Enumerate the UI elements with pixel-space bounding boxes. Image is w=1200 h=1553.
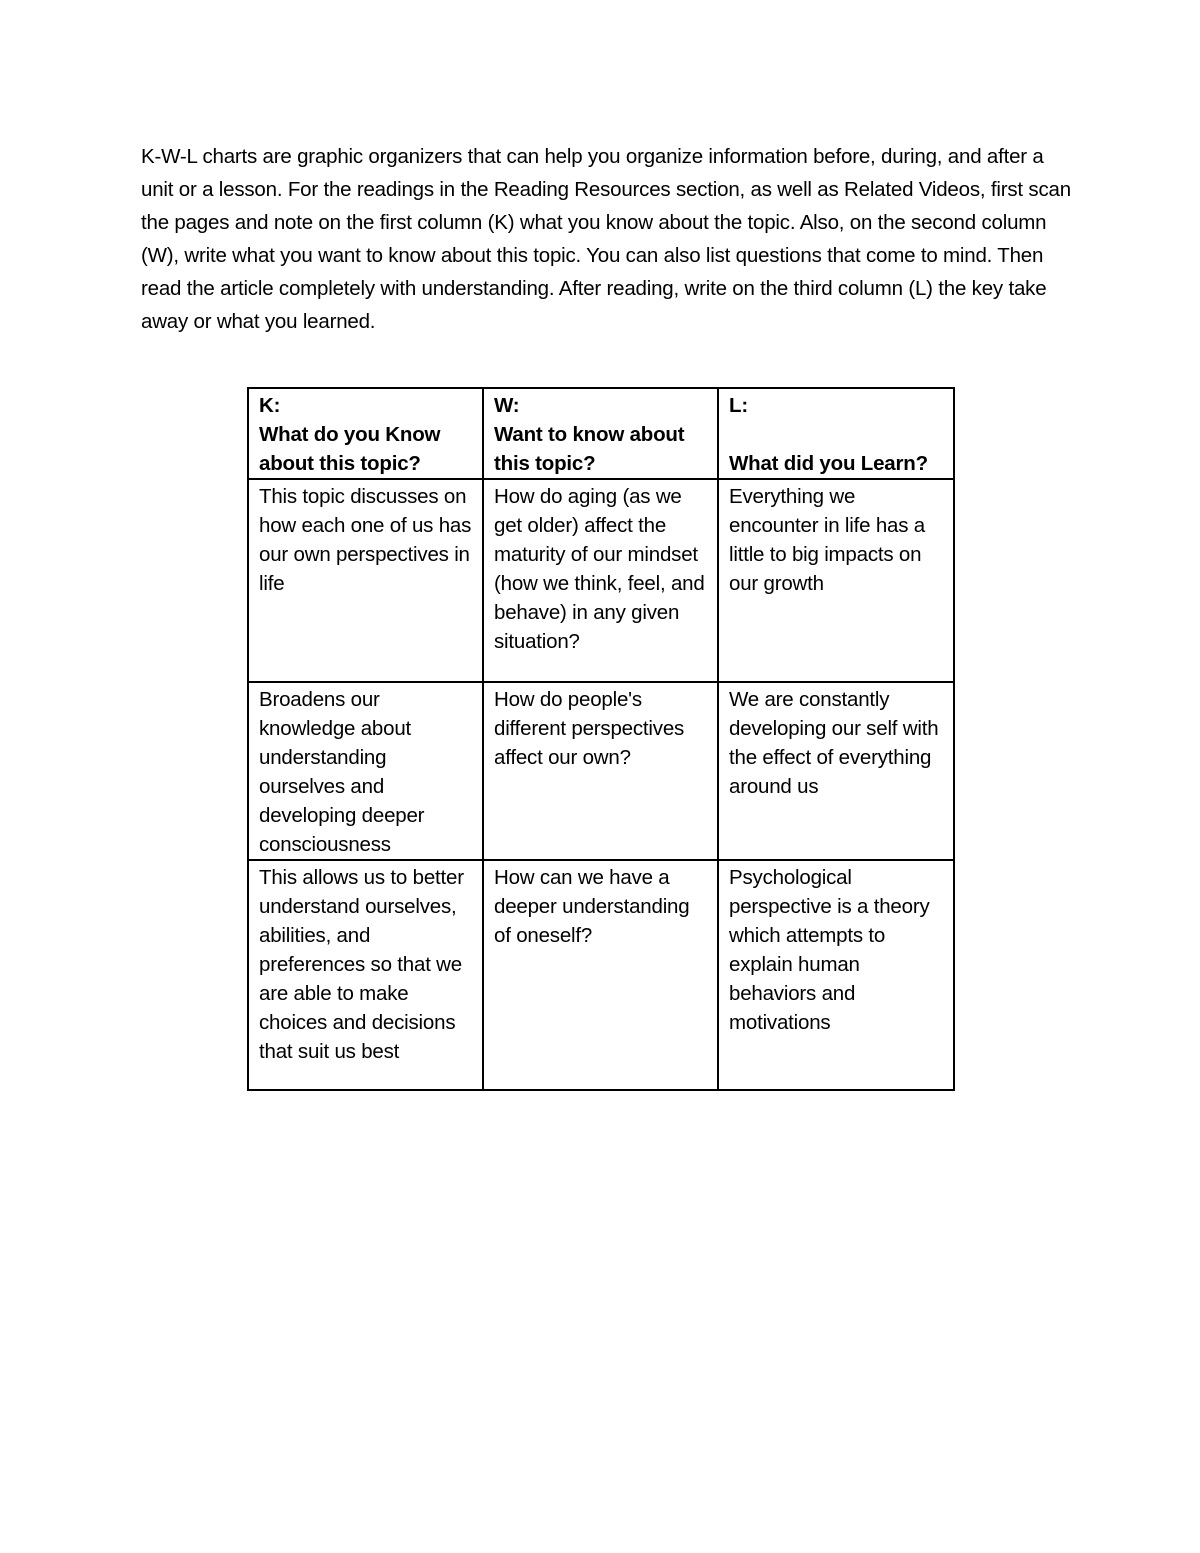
cell-w: How do aging (as we get older) affect the maturity of our mindset (how we think, feel, and behave) in any given situation? — [483, 479, 718, 682]
header-l-line3: What did you Learn? — [729, 452, 928, 475]
table-row — [248, 682, 954, 860]
table-row — [248, 479, 954, 682]
header-cell-w — [483, 388, 718, 479]
cell-w: How can we have a deeper understanding of oneself? — [483, 860, 718, 1090]
header-k-line2: What do you Know — [259, 423, 441, 446]
table-row — [248, 860, 954, 1090]
cell-l: Psychological perspective is a theory which attempts to explain human behaviors and motivations — [718, 860, 954, 1090]
header-cell-l — [718, 388, 954, 479]
header-l-letter: L: — [729, 394, 748, 417]
cell-l: We are constantly developing our self with the effect of everything around us — [718, 682, 954, 860]
header-l-line2 — [729, 420, 945, 449]
table-header-row — [248, 388, 954, 479]
header-k-line3: about this topic? — [259, 452, 421, 475]
cell-k: This topic discusses on how each one of us has our own perspectives in life — [248, 479, 483, 682]
header-k-letter: K: — [259, 394, 281, 417]
header-w-line2: Want to know about — [494, 423, 685, 446]
cell-w: How do people's different perspectives affect our own? — [483, 682, 718, 860]
cell-k: Broadens our knowledge about understanding ourselves and developing deeper consciousness — [248, 682, 483, 860]
cell-l: Everything we encounter in life has a little to big impacts on our growth — [718, 479, 954, 682]
cell-k: This allows us to better understand ourselves, abilities, and preferences so that we are able to make choices and decisions that suit us best — [248, 860, 483, 1090]
header-w-letter: W: — [494, 394, 520, 417]
intro-paragraph: K-W-L charts are graphic organizers that can help you organize information before, during, and after a unit or a lesson. For the readings in the Reading Resources section, as well as Related Videos, first scan the pages and note on the first column (K) what you know about the topic. Also, on the second column (W), write what you want to know about this topic. You can also list questions that come to mind. Then read the article completely with understanding. After reading, write on the third column (L) the key take away or what you learned. — [141, 145, 1071, 333]
header-w-line3: this topic? — [494, 452, 596, 475]
header-cell-k — [248, 388, 483, 479]
kwl-chart-table — [247, 387, 955, 1091]
